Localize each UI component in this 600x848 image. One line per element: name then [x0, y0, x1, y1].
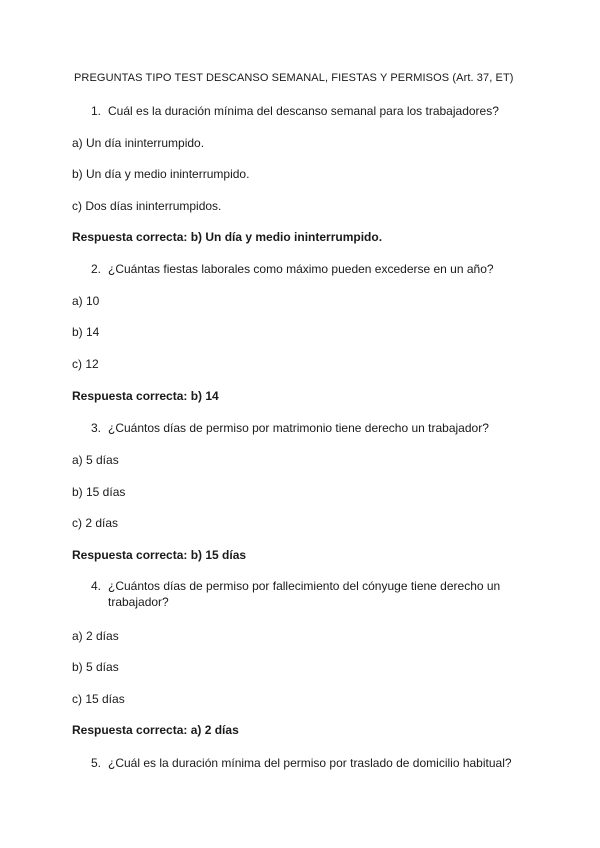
question-2-number: 2.	[91, 262, 102, 276]
question-5-text: ¿Cuál es la duración mínima del permiso por traslado de domicilio habitual?	[108, 756, 512, 770]
document-title: PREGUNTAS TIPO TEST DESCANSO SEMANAL, FIESTAS Y PERMISOS (Art. 37, ET)	[74, 72, 514, 84]
question-1-number: 1.	[91, 104, 102, 118]
question-2-answer: Respuesta correcta: b) 14	[72, 389, 219, 403]
question-3-option-a: a) 5 días	[72, 453, 119, 467]
question-2-option-a: a) 10	[72, 294, 100, 308]
question-3-answer: Respuesta correcta: b) 15 días	[72, 548, 247, 562]
question-3-text: ¿Cuántos días de permiso por matrimonio tiene derecho un trabajador?	[108, 421, 489, 435]
question-1-option-a: a) Un día ininterrumpido.	[72, 136, 205, 150]
question-1-answer: Respuesta correcta: b) Un día y medio ininterrumpido.	[72, 230, 383, 244]
question-3-option-b: b) 15 días	[72, 485, 126, 499]
question-2-option-c: c) 12	[72, 357, 99, 371]
question-3-option-c: c) 2 días	[72, 516, 119, 530]
question-4-number: 4.	[91, 579, 102, 593]
question-2-text: ¿Cuántas fiestas laborales como máximo pueden excederse en un año?	[108, 262, 494, 276]
question-3-number: 3.	[91, 421, 102, 435]
question-5-number: 5.	[91, 756, 102, 770]
question-2-option-b: b) 14	[72, 325, 100, 339]
question-1-option-c: c) Dos días ininterrumpidos.	[72, 199, 222, 213]
question-4-option-c: c) 15 días	[72, 692, 125, 706]
question-1-text: Cuál es la duración mínima del descanso semanal para los trabajadores?	[108, 104, 499, 118]
question-4-option-b: b) 5 días	[72, 660, 119, 674]
question-4-option-a: a) 2 días	[72, 629, 119, 643]
question-4-answer: Respuesta correcta: a) 2 días	[72, 723, 239, 737]
question-1-option-b: b) Un día y medio ininterrumpido.	[72, 167, 250, 181]
question-4-text: ¿Cuántos días de permiso por fallecimiento del cónyuge tiene derecho un trabajador?	[108, 579, 501, 609]
